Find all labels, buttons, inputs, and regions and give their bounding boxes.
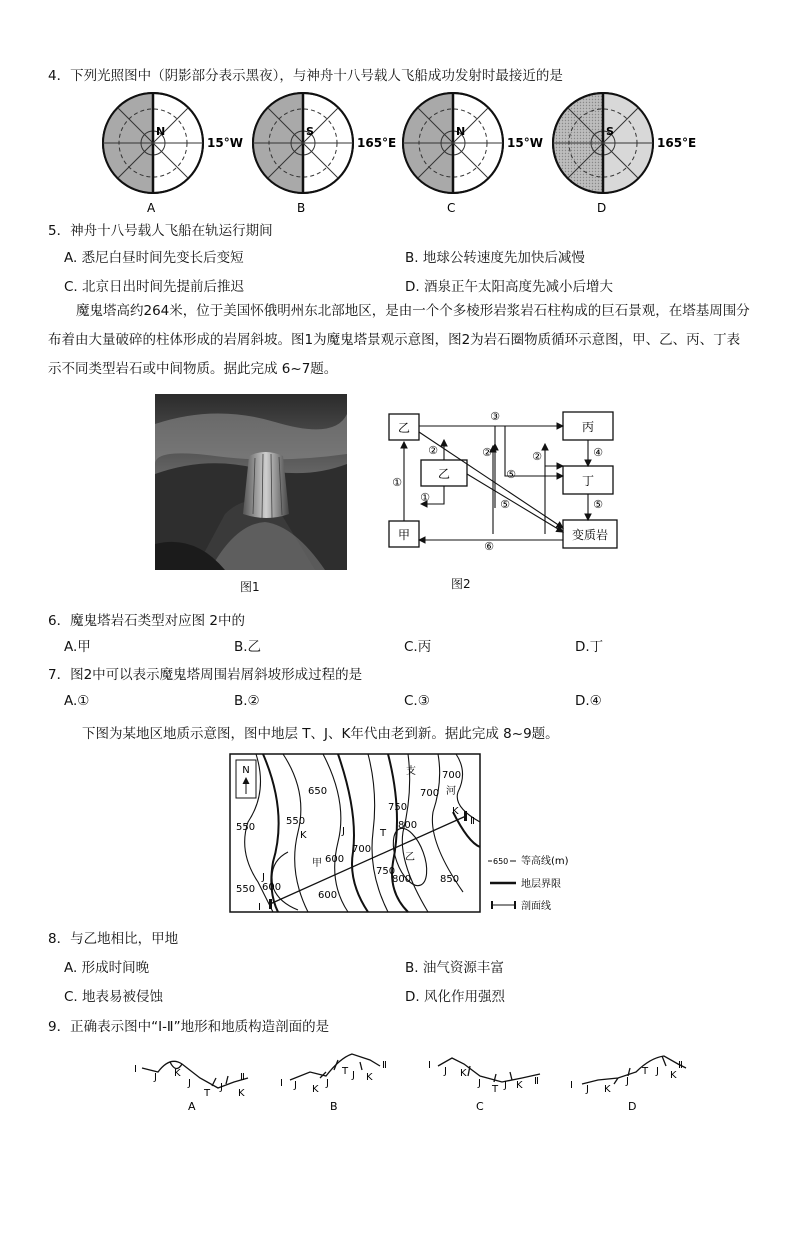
box-yi-mid-label: 乙 bbox=[437, 467, 451, 481]
contour-800b: 800 bbox=[392, 874, 412, 885]
q9-c-i: I bbox=[428, 1060, 431, 1071]
river-1: 支 bbox=[406, 766, 416, 777]
q9-c-t: T bbox=[492, 1084, 499, 1095]
q5-option-c[interactable]: C. 北京日出时间先提前后推迟 bbox=[64, 279, 245, 295]
q9-a-i: I bbox=[134, 1064, 137, 1075]
contour-600c: 600 bbox=[318, 890, 338, 901]
q9-d-j1: J bbox=[586, 1084, 589, 1095]
arrow-6: ⑥ bbox=[484, 540, 494, 552]
place-jia: 甲 bbox=[312, 858, 322, 869]
q4-c-pole: N bbox=[456, 125, 466, 138]
q9-a-j1: J bbox=[154, 1072, 157, 1083]
q9-label-a: A bbox=[188, 1100, 196, 1113]
q4-figure-d bbox=[553, 93, 696, 193]
q9-d-t: T bbox=[642, 1066, 649, 1077]
q9-b-ii: Ⅱ bbox=[382, 1060, 387, 1071]
q9-b-i: I bbox=[280, 1078, 283, 1089]
q4-d-lon: 165°E bbox=[657, 136, 697, 150]
contour-550a: 550 bbox=[236, 822, 256, 833]
q9-c-ii: Ⅱ bbox=[534, 1076, 539, 1087]
arrow-2a: ② bbox=[428, 444, 438, 457]
q9-a-j3: J bbox=[220, 1082, 223, 1093]
q8-option-c[interactable]: C. 地表易被侵蚀 bbox=[64, 989, 164, 1005]
q8-option-a[interactable]: A. 形成时间晚 bbox=[64, 960, 150, 976]
q8-option-b[interactable]: B. 油气资源丰富 bbox=[405, 960, 504, 976]
arrow-5c: ⑤ bbox=[593, 498, 603, 511]
q4-a-lon: 15°W bbox=[207, 136, 243, 150]
q9-a-j2: J bbox=[188, 1078, 191, 1089]
legend-boundary: 地层界限 bbox=[521, 879, 561, 890]
q9-a-t: T bbox=[204, 1088, 211, 1099]
q5-option-a[interactable]: A. 悉尼白昼时间先变长后变短 bbox=[64, 250, 244, 266]
q4-label-d: D bbox=[597, 201, 607, 215]
q9-b-k2: K bbox=[366, 1072, 373, 1083]
arrow-4: ④ bbox=[593, 446, 603, 459]
box-yi-top-label: 乙 bbox=[397, 421, 411, 435]
q9-b-t: T bbox=[342, 1066, 349, 1077]
q9-d-k2: K bbox=[670, 1070, 677, 1081]
q4-b-lon: 165°E bbox=[357, 136, 397, 150]
q9-c-k2: K bbox=[516, 1080, 523, 1091]
q8-stem: 8．与乙地相比，甲地 bbox=[48, 931, 179, 947]
box-ding-label: 丁 bbox=[581, 474, 595, 488]
q9-b-j1: J bbox=[294, 1080, 297, 1091]
stratum-k1: K bbox=[300, 830, 307, 841]
q6-option-a[interactable]: A.甲 bbox=[64, 639, 91, 655]
q4-label-b: B bbox=[297, 201, 306, 215]
q4-figure-b bbox=[253, 93, 396, 193]
stratum-k2: K bbox=[452, 806, 459, 817]
passage-devils-tower: 魔鬼塔高约264米，位于美国怀俄明州东北部地区，是由一个个多棱形岩浆岩石柱构成的巨石景观，在塔基周围分布着由大量破碎的柱体形成的岩屑斜坡。图1为魔鬼塔景观示意图，图2为岩石圈物质循环示意图，甲、乙、丙、丁表示不同类型岩石或中间物质。据此完成 6~7题。 bbox=[48, 303, 750, 377]
q7-option-c[interactable]: C.③ bbox=[404, 693, 430, 709]
contour-600a: 600 bbox=[325, 854, 345, 865]
q6-option-c[interactable]: C.丙 bbox=[404, 639, 432, 655]
q9-c-j2: J bbox=[478, 1078, 481, 1089]
legend-contour: 等高线(m) bbox=[521, 856, 569, 867]
arrow-2b: ② bbox=[482, 446, 492, 459]
q4-light-figures bbox=[95, 88, 735, 216]
q4-figure-c bbox=[403, 93, 543, 193]
q4-label-a: A bbox=[147, 201, 156, 215]
q6-stem: 6．魔鬼塔岩石类型对应图 2中的 bbox=[48, 613, 245, 629]
figure-2-caption: 图2 bbox=[451, 577, 471, 591]
arrow-3: ③ bbox=[490, 410, 500, 423]
q9-c-j3: J bbox=[504, 1080, 507, 1091]
contour-700a: 700 bbox=[442, 770, 462, 781]
arrow-5a: ⑤ bbox=[506, 468, 516, 481]
arrow-2c: ② bbox=[532, 450, 542, 463]
arrow-1b: ① bbox=[420, 491, 430, 504]
q9-b-j2: J bbox=[326, 1078, 329, 1089]
q4-c-lon: 15°W bbox=[507, 136, 543, 150]
river-2: 河 bbox=[446, 786, 456, 797]
q9-a-k2: K bbox=[238, 1088, 245, 1099]
q8-option-d[interactable]: D. 风化作用强烈 bbox=[405, 989, 505, 1005]
figure-1-photo bbox=[155, 394, 347, 570]
contour-550b: 550 bbox=[286, 816, 306, 827]
passage-geology: 下图为某地区地质示意图，图中地层 T、J、K年代由老到新。据此完成 8~9题。 bbox=[82, 726, 559, 742]
arrow-1: ① bbox=[392, 476, 402, 489]
legend-contour-sample: 650 bbox=[493, 857, 509, 866]
q9-c-j1: J bbox=[444, 1066, 447, 1077]
q4-label-c: C bbox=[447, 201, 456, 215]
q9-label-c: C bbox=[476, 1100, 484, 1113]
map-legend bbox=[488, 854, 569, 912]
q9-d-ii: Ⅱ bbox=[678, 1060, 683, 1071]
north-label: N bbox=[242, 765, 250, 776]
stratum-t: T bbox=[380, 828, 387, 839]
q4-d-pole: S bbox=[606, 125, 614, 138]
contour-750a: 750 bbox=[388, 802, 408, 813]
contour-650: 650 bbox=[308, 786, 328, 797]
legend-section: 剖面线 bbox=[521, 901, 551, 912]
box-jia-label: 甲 bbox=[397, 528, 411, 542]
contour-700c: 700 bbox=[352, 844, 372, 855]
contour-550c: 550 bbox=[236, 884, 256, 895]
q9-d-i: I bbox=[570, 1080, 573, 1091]
q6-option-d[interactable]: D.丁 bbox=[575, 639, 604, 655]
q9-c-k1: K bbox=[460, 1068, 467, 1079]
q9-d-k1: K bbox=[604, 1084, 611, 1095]
q9-a-ii: Ⅱ bbox=[240, 1072, 245, 1083]
q9-profile-figures bbox=[130, 1048, 710, 1116]
q9-b-j3: J bbox=[352, 1070, 355, 1081]
q9-d-j3: J bbox=[656, 1066, 659, 1077]
q9-a-k1: K bbox=[174, 1068, 181, 1079]
contour-800a: 800 bbox=[398, 820, 418, 831]
contour-850: 850 bbox=[440, 874, 460, 885]
q7-option-a[interactable]: A.① bbox=[64, 693, 90, 709]
figure-1-caption: 图1 bbox=[240, 580, 260, 594]
geologic-map bbox=[228, 752, 588, 914]
arrow-5b: ⑤ bbox=[500, 498, 510, 511]
box-bianzhi-label: 变质岩 bbox=[571, 528, 609, 542]
contour-750b: 750 bbox=[376, 866, 396, 877]
q5-option-b[interactable]: B. 地球公转速度先加快后减慢 bbox=[405, 250, 585, 266]
stratum-j2: J bbox=[262, 872, 265, 883]
q6-option-b[interactable]: B.乙 bbox=[234, 639, 262, 655]
figure-2-rock-cycle bbox=[385, 404, 625, 552]
box-bing-label: 丙 bbox=[581, 420, 595, 434]
q4-a-pole: N bbox=[156, 125, 166, 138]
q9-b-k1: K bbox=[312, 1084, 319, 1095]
q9-d-j2: J bbox=[626, 1076, 629, 1087]
section-end-1: Ⅰ bbox=[258, 902, 261, 913]
q7-stem: 7．图2中可以表示魔鬼塔周围岩屑斜坡形成过程的是 bbox=[48, 667, 363, 683]
q4-b-pole: S bbox=[306, 125, 314, 138]
q4-stem: 4．下列光照图中（阴影部分表示黑夜），与神舟十八号载人飞船成功发射时最接近的是 bbox=[48, 68, 563, 84]
contour-600b: 600 bbox=[262, 882, 282, 893]
q9-label-b: B bbox=[330, 1100, 338, 1113]
q9-stem: 9．正确表示图中“Ⅰ-Ⅱ”地形和地质构造剖面的是 bbox=[48, 1019, 330, 1035]
q9-label-d: D bbox=[628, 1100, 637, 1113]
q7-option-b[interactable]: B.② bbox=[234, 693, 260, 709]
q4-figure-a bbox=[103, 93, 243, 193]
q7-option-d[interactable]: D.④ bbox=[575, 693, 602, 709]
section-end-2: Ⅱ bbox=[470, 816, 475, 827]
stratum-j1: J bbox=[342, 826, 345, 837]
place-yi: 乙 bbox=[405, 852, 415, 863]
q5-option-d[interactable]: D. 酒泉正午太阳高度先减小后增大 bbox=[405, 279, 613, 295]
q5-stem: 5．神舟十八号载人飞船在轨运行期间 bbox=[48, 223, 273, 239]
contour-700b: 700 bbox=[420, 788, 440, 799]
